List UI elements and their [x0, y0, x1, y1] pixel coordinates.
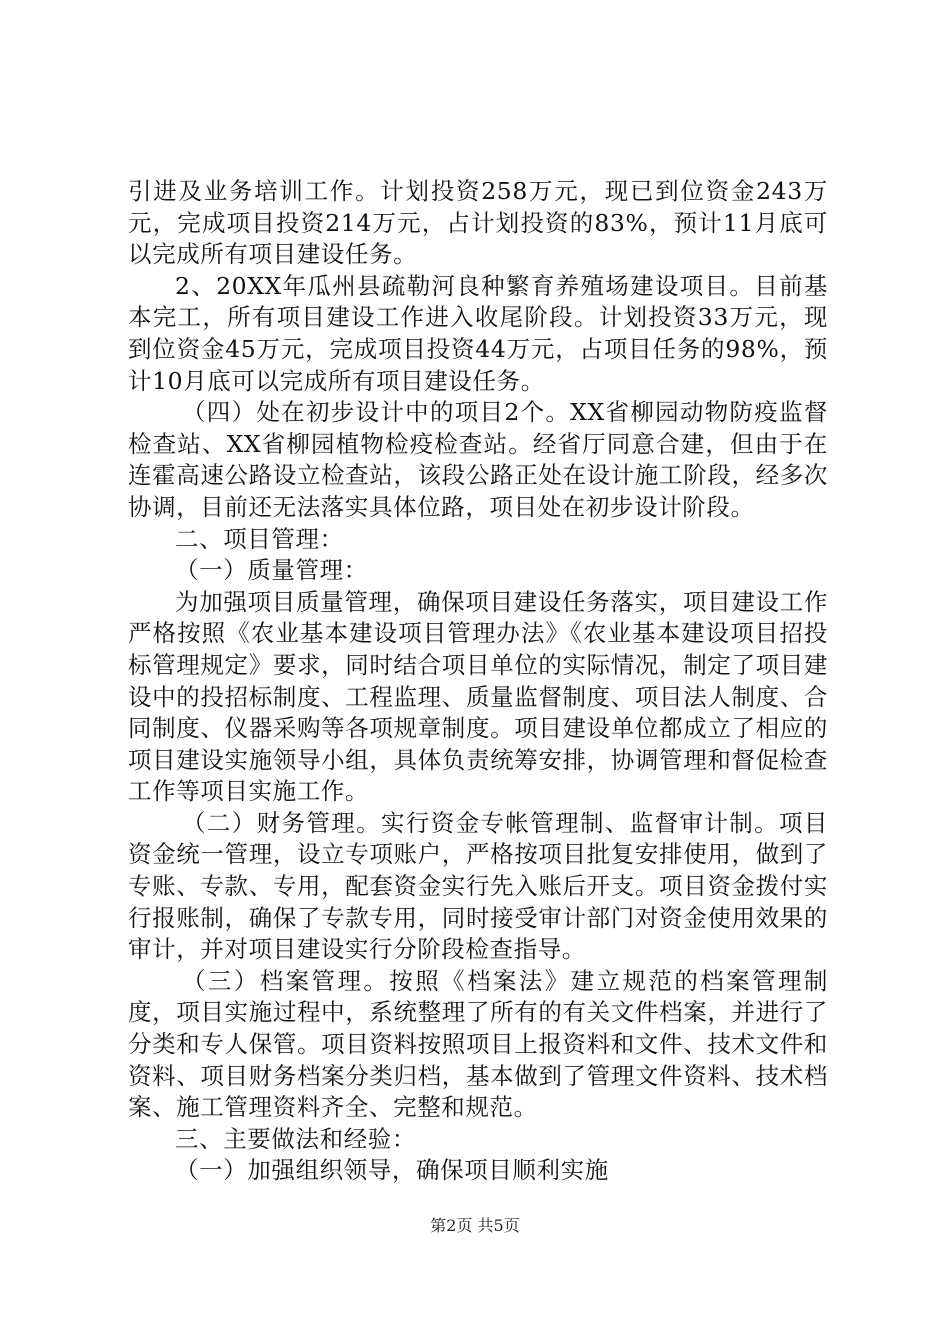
paragraph-preliminary-design-projects: （四）处在初步设计中的项目2个。XX省柳园动物防疫监督检查站、XX省柳园植物检疫检查站。经省厅同意合建，但由于在连霍高速公路设立检查站，该段公路正处在设计施工阶段，经多次协调，目前还无法落实具体位路，项目处在初步设计阶段。 — [128, 398, 828, 521]
heading-strengthen-leadership: （一）加强组织领导，确保项目顺利实施 — [175, 1156, 609, 1185]
paragraph-investment-continued: 引进及业务培训工作。计划投资258万元，现已到位资金243万元，完成项目投资214万元，占计划投资的83%，预计11月底可以完成所有项目建设任务。 — [128, 177, 828, 269]
paragraph-financial-management: （二）财务管理。实行资金专帐管理制、监督审计制。项目资金统一管理，设立专项账户，严格按项目批复安排使用，做到了专账、专款、专用，配套资金实行先入账后开支。项目资金拨付实行报账制，确保了专款专用，同时接受审计部门对资金使用效果的审计，并对项目建设实行分阶段检查指导。 — [128, 808, 828, 964]
document-body — [128, 176, 828, 1187]
heading-quality-management: （一）质量管理： — [175, 556, 368, 585]
paragraph-archive-management: （三）档案管理。按照《档案法》建立规范的档案管理制度，项目实施过程中，系统整理了所有的有关文件档案，并进行了分类和专人保管。项目资料按照项目上报资料和文件、技术文件和资料、项目财务档案分类归档，基本做到了管理文件资料、技术档案、施工管理资料齐全、完整和规范。 — [128, 966, 828, 1122]
page-number-footer: 第2页 共5页 — [430, 1216, 520, 1235]
paragraph-breeding-farm-project: 2、20XX年瓜州县疏勒河良种繁育养殖场建设项目。目前基本完工，所有项目建设工作进入收尾阶段。计划投资33万元，现到位资金45万元，完成项目投资44万元，占项目任务的98%，预计10月底可以完成所有项目建设任务。 — [128, 271, 828, 395]
heading-practices-and-experience: 三、主要做法和经验： — [175, 1124, 416, 1153]
paragraph-quality-management: 为加强项目质量管理，确保项目建设任务落实，项目建设工作严格按照《农业基本建设项目管理办法》《农业基本建设项目招投标管理规定》要求，同时结合项目单位的实际情况，制定了项目建设中的投招标制度、工程监理、质量监督制度、项目法人制度、合同制度、仪器采购等各项规章制度。项目建设单位都成立了相应的项目建设实施领导小组，具体负责统筹安排，协调管理和督促检查工作等项目实施工作。 — [128, 587, 828, 806]
heading-project-management: 二、项目管理： — [175, 524, 344, 553]
